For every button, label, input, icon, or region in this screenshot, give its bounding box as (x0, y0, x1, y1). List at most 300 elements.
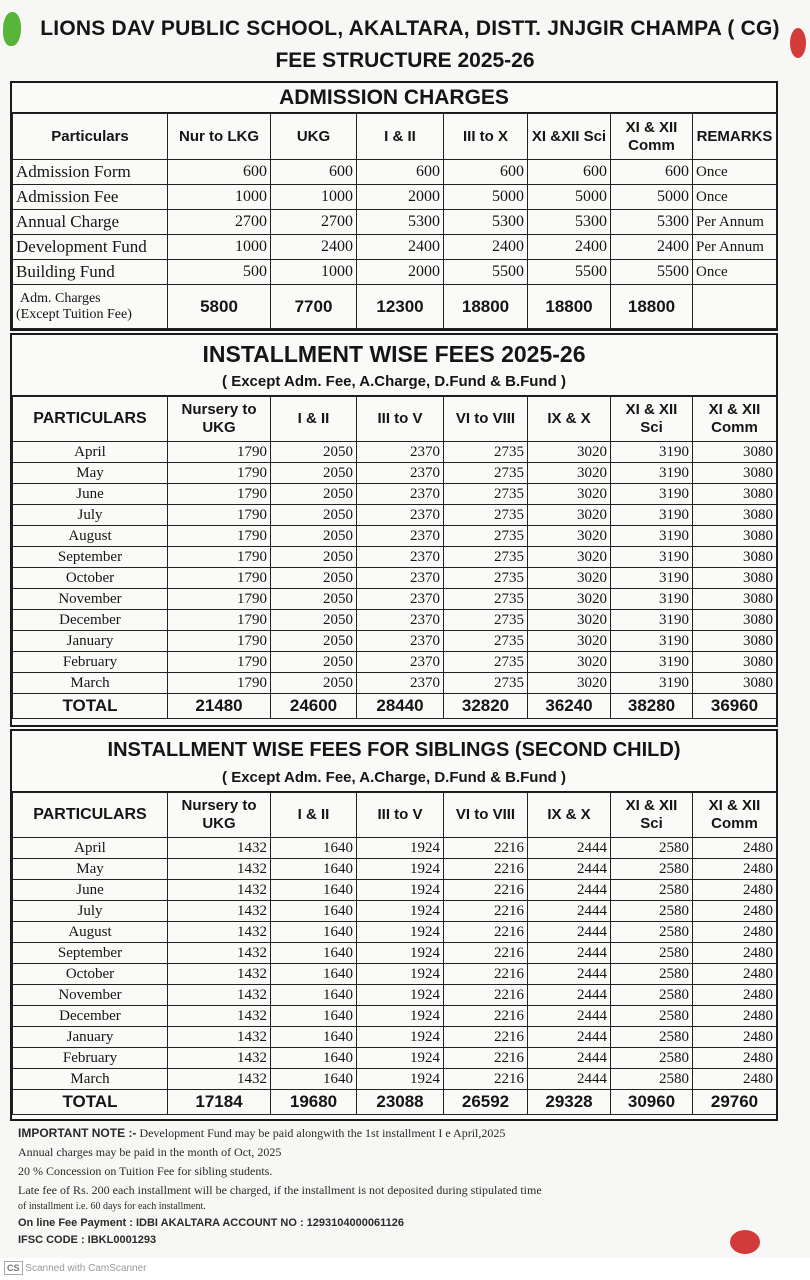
table-cell: 500 (168, 260, 271, 285)
month-label: February (13, 652, 168, 673)
table-cell: 2480 (693, 859, 777, 880)
table-cell: 5000 (528, 185, 611, 210)
table-row (13, 922, 777, 943)
column-header: XI & XII Sci (611, 397, 693, 442)
month-label: April (13, 442, 168, 463)
table-cell: 2735 (444, 568, 528, 589)
column-header: I & II (271, 397, 357, 442)
table-row (13, 631, 777, 652)
ifsc-code: IFSC CODE : IBKL0001293 (18, 1234, 157, 1246)
table-row (13, 442, 777, 463)
column-header: III to V (357, 397, 444, 442)
table-cell: 1790 (168, 547, 271, 568)
table-cell: 2400 (528, 235, 611, 260)
month-label: October (13, 964, 168, 985)
table-cell: 2444 (528, 1027, 611, 1048)
table-cell: 2580 (611, 1048, 693, 1069)
total-cell: 18800 (444, 285, 528, 329)
camscanner-icon: CS (4, 1261, 23, 1275)
table-row (13, 210, 777, 235)
table-cell: 3080 (693, 631, 777, 652)
total-cell: 17184 (168, 1090, 271, 1115)
table-cell: 1924 (357, 901, 444, 922)
table-cell: 3190 (611, 652, 693, 673)
table-row (13, 1048, 777, 1069)
column-header: PARTICULARS (13, 397, 168, 442)
table-cell: 600 (168, 160, 271, 185)
table-cell: 2050 (271, 442, 357, 463)
table-cell: 2050 (271, 610, 357, 631)
table-cell: 2735 (444, 442, 528, 463)
table-cell: 2050 (271, 463, 357, 484)
table-cell: 2370 (357, 589, 444, 610)
important-note-text: Development Fund may be paid alongwith the 1st installment I e April,2025 (139, 1126, 506, 1140)
table-cell: 2735 (444, 589, 528, 610)
remark-cell: Once (693, 185, 777, 210)
admission-charges-section (10, 81, 778, 331)
table-row (13, 235, 777, 260)
table-cell: 2370 (357, 484, 444, 505)
table-cell: 2580 (611, 880, 693, 901)
table-cell: 3190 (611, 631, 693, 652)
table-cell: 2444 (528, 943, 611, 964)
table-row (13, 484, 777, 505)
total-cell: 36960 (693, 694, 777, 719)
table-row (13, 610, 777, 631)
table-cell: 2580 (611, 943, 693, 964)
table-row (13, 526, 777, 547)
column-header: XI &XII Sci (528, 114, 611, 160)
table-cell: 3190 (611, 610, 693, 631)
month-label: June (13, 880, 168, 901)
month-label: December (13, 1006, 168, 1027)
table-row (13, 505, 777, 526)
table-cell: 1640 (271, 901, 357, 922)
table-cell: 3080 (693, 568, 777, 589)
column-header: PARTICULARS (13, 793, 168, 838)
table-cell: 2580 (611, 838, 693, 859)
month-label: September (13, 943, 168, 964)
column-header: Particulars (13, 114, 168, 160)
table-cell: 1924 (357, 964, 444, 985)
table-cell: 2370 (357, 610, 444, 631)
siblings-table (12, 792, 777, 1115)
table-cell: 600 (611, 160, 693, 185)
table-cell: 1924 (357, 985, 444, 1006)
table-cell: 2480 (693, 838, 777, 859)
table-cell: 600 (528, 160, 611, 185)
total-cell: 38280 (611, 694, 693, 719)
table-cell: 2370 (357, 442, 444, 463)
table-cell: 1790 (168, 568, 271, 589)
table-cell: 2370 (357, 505, 444, 526)
school-logo (3, 12, 21, 46)
table-cell: 1924 (357, 922, 444, 943)
month-label: March (13, 673, 168, 694)
table-cell: 600 (357, 160, 444, 185)
table-row (13, 547, 777, 568)
month-label: January (13, 631, 168, 652)
total-cell: 29760 (693, 1090, 777, 1115)
column-header: XI & XII Comm (693, 793, 777, 838)
table-cell: 5300 (528, 210, 611, 235)
table-cell: 3080 (693, 442, 777, 463)
installment-section (10, 333, 778, 727)
red-pin-decoration (730, 1230, 760, 1254)
table-cell: 2444 (528, 859, 611, 880)
total-cell: 32820 (444, 694, 528, 719)
table-cell: 2480 (693, 964, 777, 985)
table-cell: 1000 (168, 185, 271, 210)
table-cell: 3020 (528, 631, 611, 652)
table-cell: 1790 (168, 526, 271, 547)
table-cell: 1432 (168, 859, 271, 880)
table-cell: 3190 (611, 526, 693, 547)
table-cell: 2400 (271, 235, 357, 260)
table-cell: 2216 (444, 1069, 528, 1090)
total-cell: 24600 (271, 694, 357, 719)
table-cell: 1790 (168, 505, 271, 526)
table-row (13, 943, 777, 964)
table-row (13, 568, 777, 589)
table-cell: 1432 (168, 901, 271, 922)
table-cell: 1432 (168, 1006, 271, 1027)
table-cell: 2444 (528, 1069, 611, 1090)
table-cell: 2370 (357, 631, 444, 652)
table-row (13, 985, 777, 1006)
table-row (13, 160, 777, 185)
remark-cell: Per Annum (693, 235, 777, 260)
total-cell: 28440 (357, 694, 444, 719)
table-cell: 2050 (271, 673, 357, 694)
table-cell: 3080 (693, 652, 777, 673)
table-cell: 5000 (444, 185, 528, 210)
table-cell: 3080 (693, 526, 777, 547)
table-cell: 2580 (611, 985, 693, 1006)
table-cell: 2480 (693, 922, 777, 943)
table-cell: 3080 (693, 484, 777, 505)
table-cell: 2444 (528, 838, 611, 859)
table-cell: 2370 (357, 568, 444, 589)
month-label: October (13, 568, 168, 589)
table-cell: 2050 (271, 589, 357, 610)
table-cell: 3080 (693, 589, 777, 610)
table-cell: 3020 (528, 610, 611, 631)
month-label: January (13, 1027, 168, 1048)
table-cell: 1000 (168, 235, 271, 260)
table-cell: 1640 (271, 985, 357, 1006)
table-cell: 3080 (693, 673, 777, 694)
important-note-label: IMPORTANT NOTE :- (18, 1126, 137, 1140)
table-cell: 1000 (271, 260, 357, 285)
siblings-header-row (13, 793, 777, 838)
row-label: Annual Charge (13, 210, 168, 235)
note-line: 20 % Concession on Tuition Fee for sibling students. (18, 1164, 273, 1178)
table-cell: 2580 (611, 964, 693, 985)
total-label: TOTAL (13, 694, 168, 719)
month-label: September (13, 547, 168, 568)
table-row (13, 964, 777, 985)
table-cell: 1432 (168, 838, 271, 859)
table-cell: 2735 (444, 610, 528, 631)
table-cell: 1640 (271, 1048, 357, 1069)
table-cell: 1000 (271, 185, 357, 210)
column-header: Nur to LKG (168, 114, 271, 160)
table-cell: 5500 (444, 260, 528, 285)
installment-title: INSTALLMENT WISE FEES 2025-26 (202, 341, 586, 367)
total-row (13, 694, 777, 719)
table-cell: 3020 (528, 673, 611, 694)
table-cell: 2735 (444, 463, 528, 484)
table-cell: 3190 (611, 568, 693, 589)
table-cell: 1640 (271, 943, 357, 964)
table-cell: 2000 (357, 185, 444, 210)
total-cell: 5800 (168, 285, 271, 329)
table-cell: 2735 (444, 526, 528, 547)
table-cell: 2444 (528, 880, 611, 901)
month-label: June (13, 484, 168, 505)
table-cell: 1790 (168, 484, 271, 505)
table-cell: 3080 (693, 505, 777, 526)
table-cell: 2370 (357, 526, 444, 547)
table-cell: 3020 (528, 589, 611, 610)
table-cell: 1924 (357, 838, 444, 859)
total-cell: 30960 (611, 1090, 693, 1115)
table-cell: 3080 (693, 463, 777, 484)
table-cell: 1924 (357, 1069, 444, 1090)
table-cell: 2735 (444, 505, 528, 526)
total-cell: 26592 (444, 1090, 528, 1115)
table-cell: 1640 (271, 964, 357, 985)
table-row (13, 589, 777, 610)
table-cell: 3020 (528, 484, 611, 505)
installment-header-row (13, 397, 777, 442)
table-row (13, 901, 777, 922)
total-cell: 7700 (271, 285, 357, 329)
table-cell: 1640 (271, 922, 357, 943)
row-label: Admission Fee (13, 185, 168, 210)
table-cell: 2050 (271, 631, 357, 652)
table-row (13, 1069, 777, 1090)
table-cell: 3190 (611, 547, 693, 568)
remark-cell: Once (693, 260, 777, 285)
table-cell: 1640 (271, 1006, 357, 1027)
important-note (18, 1124, 798, 1143)
table-cell: 3190 (611, 505, 693, 526)
month-label: November (13, 985, 168, 1006)
table-cell: 2480 (693, 1069, 777, 1090)
table-cell: 2700 (168, 210, 271, 235)
month-label: February (13, 1048, 168, 1069)
table-cell: 5500 (611, 260, 693, 285)
table-cell: 1640 (271, 1069, 357, 1090)
total-cell: 18800 (611, 285, 693, 329)
table-cell: 2400 (444, 235, 528, 260)
table-cell: 2370 (357, 463, 444, 484)
payment-info: On line Fee Payment : IDBI AKALTARA ACCOUNT NO : 1293104000061126 (18, 1217, 404, 1229)
table-cell: 2050 (271, 568, 357, 589)
month-label: December (13, 610, 168, 631)
table-cell: 2580 (611, 859, 693, 880)
remark-cell: Once (693, 160, 777, 185)
total-label-line: Adm. Charges (20, 290, 101, 306)
column-header: IX & X (528, 793, 611, 838)
table-cell: 2580 (611, 1027, 693, 1048)
table-cell: 2580 (611, 1006, 693, 1027)
row-label: Development Fund (13, 235, 168, 260)
table-cell: 2480 (693, 901, 777, 922)
table-cell: 2050 (271, 526, 357, 547)
table-row (13, 1027, 777, 1048)
table-cell: 5300 (611, 210, 693, 235)
table-cell: 3190 (611, 442, 693, 463)
school-name: LIONS DAV PUBLIC SCHOOL, AKALTARA, DISTT. JNJGIR CHAMPA ( CG) (40, 17, 780, 40)
table-cell: 3020 (528, 568, 611, 589)
table-cell: 5300 (357, 210, 444, 235)
column-header: VI to VIII (444, 793, 528, 838)
month-label: July (13, 505, 168, 526)
table-row (13, 880, 777, 901)
empty-cell (693, 285, 777, 329)
notes-section (18, 1124, 798, 1247)
table-cell: 1924 (357, 1048, 444, 1069)
total-label (13, 285, 168, 329)
table-cell: 5000 (611, 185, 693, 210)
table-cell: 2735 (444, 484, 528, 505)
table-cell: 2480 (693, 943, 777, 964)
table-cell: 3020 (528, 463, 611, 484)
month-label: November (13, 589, 168, 610)
table-row (13, 673, 777, 694)
total-cell: 19680 (271, 1090, 357, 1115)
table-cell: 2444 (528, 964, 611, 985)
table-row (13, 260, 777, 285)
table-cell: 2580 (611, 1069, 693, 1090)
table-row (13, 838, 777, 859)
note-line: Late fee of Rs. 200 each installment will be charged, if the installment is not deposited during stipulated time (18, 1183, 542, 1197)
table-cell: 1432 (168, 1027, 271, 1048)
total-cell: 18800 (528, 285, 611, 329)
page-title: FEE STRUCTURE 2025-26 (275, 49, 535, 72)
table-cell: 1790 (168, 610, 271, 631)
table-cell: 1924 (357, 880, 444, 901)
note-line: Annual charges may be paid in the month of Oct, 2025 (18, 1145, 282, 1159)
table-cell: 2400 (611, 235, 693, 260)
table-cell: 2735 (444, 631, 528, 652)
table-cell: 1640 (271, 1027, 357, 1048)
column-header: VI to VIII (444, 397, 528, 442)
table-cell: 2050 (271, 652, 357, 673)
month-label: May (13, 463, 168, 484)
table-cell: 1432 (168, 922, 271, 943)
table-cell: 2216 (444, 964, 528, 985)
note-line: of installment i.e. 60 days for each installment. (18, 1201, 206, 1212)
column-header: XI & XII Comm (611, 114, 693, 160)
table-cell: 2480 (693, 880, 777, 901)
table-cell: 2700 (271, 210, 357, 235)
column-header: Nursery to UKG (168, 793, 271, 838)
table-cell: 2444 (528, 1048, 611, 1069)
row-label: Admission Form (13, 160, 168, 185)
column-header: III to X (444, 114, 528, 160)
table-cell: 1790 (168, 652, 271, 673)
month-label: March (13, 1069, 168, 1090)
column-header: Nursery to UKG (168, 397, 271, 442)
table-cell: 2444 (528, 922, 611, 943)
total-cell: 36240 (528, 694, 611, 719)
table-cell: 2216 (444, 1027, 528, 1048)
table-cell: 2370 (357, 673, 444, 694)
table-cell: 1432 (168, 964, 271, 985)
table-cell: 2216 (444, 1006, 528, 1027)
total-cell: 12300 (357, 285, 444, 329)
table-cell: 2050 (271, 547, 357, 568)
table-cell: 3020 (528, 442, 611, 463)
month-label: April (13, 838, 168, 859)
table-cell: 2735 (444, 673, 528, 694)
table-cell: 1924 (357, 1027, 444, 1048)
column-header: XI & XII Comm (693, 397, 777, 442)
table-cell: 600 (444, 160, 528, 185)
admission-header-row (13, 114, 777, 160)
table-cell: 1924 (357, 859, 444, 880)
admission-table (12, 113, 777, 329)
table-cell: 2216 (444, 859, 528, 880)
table-cell: 3190 (611, 673, 693, 694)
table-cell: 1640 (271, 859, 357, 880)
table-cell: 2000 (357, 260, 444, 285)
admission-title: ADMISSION CHARGES (12, 83, 776, 113)
table-cell: 3080 (693, 610, 777, 631)
table-row (13, 1006, 777, 1027)
column-header: III to V (357, 793, 444, 838)
remark-cell: Per Annum (693, 210, 777, 235)
column-header: I & II (271, 793, 357, 838)
table-cell: 2370 (357, 652, 444, 673)
table-cell: 1640 (271, 880, 357, 901)
table-cell: 2216 (444, 880, 528, 901)
table-cell: 1790 (168, 589, 271, 610)
table-cell: 1790 (168, 631, 271, 652)
total-cell: 29328 (528, 1090, 611, 1115)
table-cell: 2480 (693, 1048, 777, 1069)
siblings-title: INSTALLMENT WISE FEES FOR SIBLINGS (SECOND CHILD) (107, 739, 681, 761)
table-cell: 2444 (528, 985, 611, 1006)
total-cell: 23088 (357, 1090, 444, 1115)
table-cell: 2444 (528, 901, 611, 922)
table-cell: 1790 (168, 673, 271, 694)
table-cell: 2216 (444, 1048, 528, 1069)
table-cell: 2480 (693, 1027, 777, 1048)
total-row (13, 1090, 777, 1115)
total-label: TOTAL (13, 1090, 168, 1115)
total-cell: 21480 (168, 694, 271, 719)
column-header: I & II (357, 114, 444, 160)
table-cell: 2050 (271, 484, 357, 505)
table-cell: 5300 (444, 210, 528, 235)
table-cell: 3020 (528, 547, 611, 568)
table-cell: 2735 (444, 652, 528, 673)
table-cell: 2580 (611, 901, 693, 922)
table-cell: 2216 (444, 838, 528, 859)
table-cell: 1924 (357, 943, 444, 964)
scanner-footer (0, 1258, 810, 1280)
table-cell: 1790 (168, 442, 271, 463)
table-cell: 2444 (528, 1006, 611, 1027)
month-label: July (13, 901, 168, 922)
table-cell: 3020 (528, 526, 611, 547)
installment-table (12, 396, 777, 719)
